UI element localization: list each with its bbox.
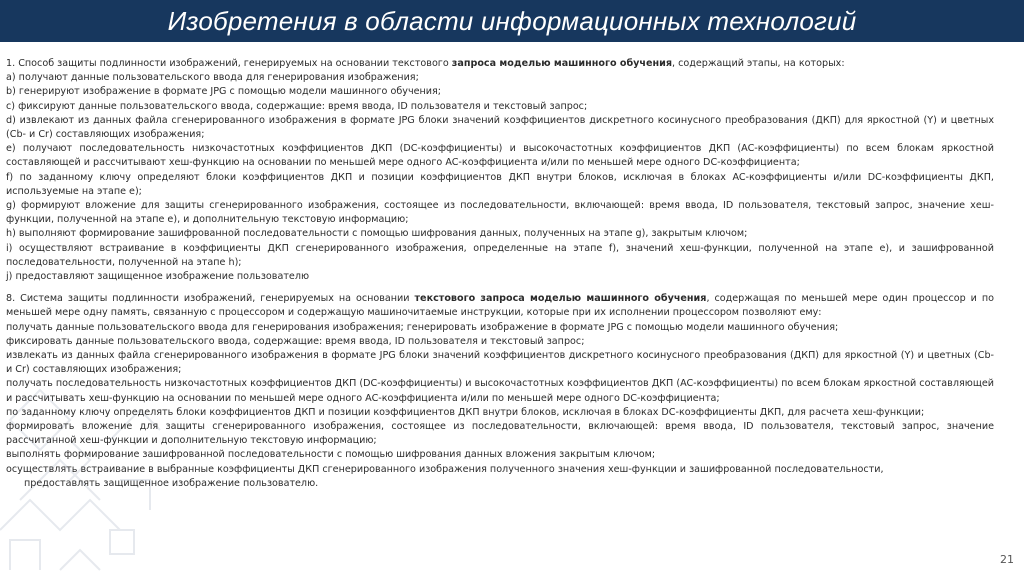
- claim1-step: g) формируют вложение для защиты сгенерированного изображения, состоящее из последовательности, включающей: время ввода, ID пользователя, текстовый запрос, значение хеш-функции, полученной на этапе e), и дополнительную текстовую информацию;: [6, 200, 994, 226]
- claim8-step: формировать вложение для защиты сгенерированного изображения, состоящее из последовательности, включающей: время ввода, ID пользователя, текстовый запрос, значение рассчитанной хеш-функции и дополнительную текстовую информацию;: [6, 421, 994, 447]
- claim8-highlight: текстового запроса моделью машинного обучения: [414, 293, 707, 305]
- claim1-step: a) получают данные пользовательского ввода для генерирования изображения;: [6, 72, 419, 84]
- claim1-highlight: запроса моделью машинного обучения: [451, 58, 673, 69]
- claim8-final-step: предоставлять защищенное изображение пользователю.: [24, 477, 319, 489]
- claim1-step: e) получают последовательность низкочастотных коэффициентов ДКП (DC-коэффициенты) и высокочастотных коэффициентов ДКП (AC-коэффициенты) по всем блокам яркостной составляющей и рассчитывают хеш-функцию на основании по меньшей мере одного AC-коэффициента и/или по меньшей мере одного DC-коэффициента;: [6, 143, 994, 169]
- page-number: 21: [1000, 553, 1014, 566]
- claim1-step: h) выполняют формирование зашифрованной последовательности с помощью шифрования данных, полученных на этапе g), закрытым ключом;: [6, 228, 748, 240]
- claim8-step: по заданному ключу определять блоки коэффициентов ДКП и позиции коэффициентов ДКП внутри блоков, исключая в блоках DC-коэффициенты ДКП, для расчета хеш-функции;: [6, 406, 925, 418]
- claim8-step: извлекать из данных файла сгенерированного изображения в формате JPG блоки значений коэффициентов дискретного косинусного преобразования (ДКП) для яркостной (Y) и цветных (Cb- и Cr) составляющих изображения;: [6, 350, 994, 376]
- claim1-step: j) предоставляют защищенное изображение пользователю: [6, 271, 310, 283]
- claim1-step: c) фиксируют данные пользовательского ввода, содержащие: время ввода, ID пользователя и текстовый запрос;: [6, 100, 588, 112]
- section-gap: [6, 284, 994, 292]
- claim8-step: осуществлять встраивание в выбранные коэффициенты ДКП сгенерированного изображения полученного значения хеш-функции и зашифрованной последовательности,: [6, 463, 884, 475]
- claim8-step: фиксировать данные пользовательского ввода, содержащие: время ввода, ID пользователя и текстовый запрос;: [6, 335, 585, 347]
- claim8-step: получать данные пользовательского ввода для генерирования изображения; генерировать изображение в формате JPG с помощью модели машинного обучения;: [6, 321, 839, 333]
- patent-text: [6, 57, 994, 491]
- claim1-step: b) генерируют изображение в формате JPG с помощью модели машинного обучения;: [6, 86, 442, 98]
- claim8-step: получать последовательность низкочастотных коэффициентов ДКП (DC-коэффициенты) и высокочастотных коэффициентов ДКП (AC-коэффициенты) по всем блокам яркостной составляющей и рассчитывать хеш-функцию на основании по меньшей мере одного AC-коэффициента и/или по меньшей мере одного DC-коэффициента;: [6, 378, 994, 404]
- claim8-intro: 8. Система защиты подлинности изображений, генерируемых на основании текстового запроса моделью машинного обучения, содержащая по меньшей мере один процессор и по меньшей мере одну память, связанную с процессором и содержащую машиночитаемые инструкции, которые при их исполнении процессором позволяют ему:: [6, 293, 994, 319]
- claim1-step: d) извлекают из данных файла сгенерированного изображения в формате JPG блоки значений коэффициентов дискретного косинусного преобразования (ДКП) для яркостной (Y) и цветных (Cb- и Cr) составляющих изображения;: [6, 114, 994, 141]
- claim1-step: i) осуществляют встраивание в коэффициенты ДКП сгенерированного изображения, определенные на этапе f), значений хеш-функции, полученной на этапе e), и зашифрованной последовательности, полученной на этапе h);: [6, 242, 994, 268]
- slide-title: Изобретения в области информационных технологий: [167, 5, 857, 36]
- claim8-step: выполнять формирование зашифрованной последовательности с помощью шифрования данных вложения закрытым ключом;: [6, 449, 656, 461]
- claim1-intro: 1. Способ защиты подлинности изображений, генерируемых на основании текстового запроса моделью машинного обучения, содержащий этапы, на которых:: [6, 58, 845, 69]
- claim1-step: f) по заданному ключу определяют блоки коэффициентов ДКП и позиции коэффициентов ДКП внутри блоков, исключая в блоках AC-коэффициенты и/или DC-коэффициенты ДКП, используемые на этапе e);: [6, 171, 994, 197]
- slide-header: [0, 0, 1024, 42]
